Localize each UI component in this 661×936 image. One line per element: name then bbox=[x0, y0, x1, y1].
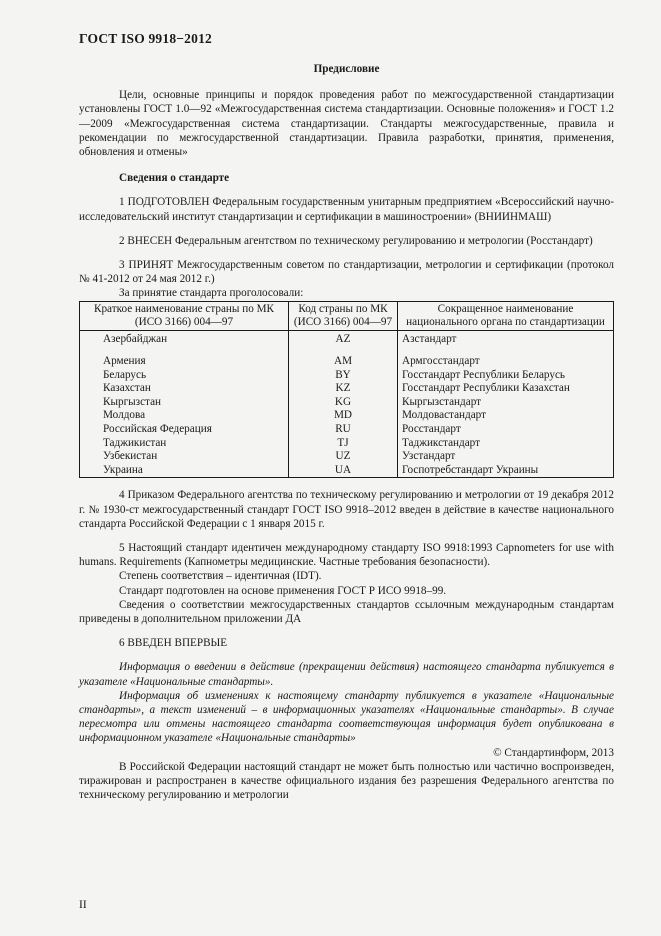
code-cell: UZ bbox=[289, 450, 398, 464]
body-cell: Таджикстандарт bbox=[398, 437, 614, 451]
code-cell: AM bbox=[289, 355, 398, 369]
body-cell: Узстандарт bbox=[398, 450, 614, 464]
document-header-code: ГОСТ ISO 9918−2012 bbox=[79, 31, 212, 46]
foreword-text: Цели, основные принципы и порядок проведения работ по межгосударственной стандартизации установлены ГОСТ 1.0—92 «Межгосударственная система стандартизации. Основные положения» и ГОСТ 1.2—2009 «Межгосударственная система стандартизации. Стандарты межгосударственные, правила и рекомендации по межгосударственной стандартизации. Правила разработки, принятия, применения, обновления и отмены» bbox=[79, 89, 614, 159]
item-prepared: 1 ПОДГОТОВЛЕН Федеральным государственным унитарным предприятием «Всероссийский научно-исследовательский институт стандартизации и сертификации в машиностроении» (ВНИИНМАШ) bbox=[79, 196, 614, 223]
table-row bbox=[80, 369, 614, 383]
code-cell: TJ bbox=[289, 437, 398, 451]
country-cell: Казахстан bbox=[80, 382, 289, 396]
foreword-title: Предисловие bbox=[313, 63, 380, 75]
notice-changes: Информация об изменениях к настоящему стандарту публикуется в указателе «Национальные стандарты», а текст изменений – в информационных указателях «Национальные стандарты». В случае пересмотра или отмены настоящего стандарта соответствующая информация будет опубликована в информационном указателе «Национальные стандарты» bbox=[79, 689, 614, 745]
item-basis: Стандарт подготовлен на основе применения ГОСТ Р ИСО 9918–99. bbox=[119, 584, 447, 597]
table-row bbox=[80, 331, 614, 355]
table-row bbox=[80, 382, 614, 396]
table-row bbox=[80, 396, 614, 410]
table-row bbox=[80, 409, 614, 423]
reproduction-notice: В Российской Федерации настоящий стандарт не может быть полностью или частично воспроизведен, тиражирован и распространен в качестве официального издания без разрешения Федерального агентства по техническому регулированию и метрологии bbox=[79, 760, 614, 802]
item-identical: 5 Настоящий стандарт идентичен международному стандарту ISO 9918:1993 Capnometers for use with humans. Requirements (Капнометры медицинские. Частные требования безопасности). bbox=[79, 542, 614, 569]
voting-countries-table bbox=[79, 301, 614, 479]
item-references: Сведения о соответствии межгосударственных стандартов ссылочным международным стандартам приведены в дополнительном приложении ДА bbox=[79, 598, 614, 626]
item-first-introduced: 6 ВВЕДЕН ВПЕРВЫЕ bbox=[119, 637, 228, 650]
copyright: © Стандартинформ, 2013 bbox=[493, 746, 614, 759]
body-cell: Госстандарт Республики Беларусь bbox=[398, 369, 614, 383]
country-cell: Беларусь bbox=[80, 369, 289, 383]
page-number: II bbox=[79, 899, 87, 911]
country-cell: Азербайджан bbox=[80, 331, 289, 355]
table-row bbox=[80, 464, 614, 478]
table-row bbox=[80, 450, 614, 464]
item-order: 4 Приказом Федерального агентства по техническому регулированию и метрологии от 19 декабря 2012 г. № 1930-ст межгосударственный стандарт ГОСТ ISO 9918–2012 введен в действие в качестве национального стандарта Российской Федерации с 1 января 2015 г. bbox=[79, 489, 614, 530]
table-row bbox=[80, 423, 614, 437]
vote-intro: За принятие стандарта проголосовали: bbox=[119, 287, 304, 300]
code-cell: KG bbox=[289, 396, 398, 410]
country-cell: Молдова bbox=[80, 409, 289, 423]
item-submitted: 2 ВНЕСЕН Федеральным агентством по техническому регулированию и метрологии (Росстандарт) bbox=[119, 234, 593, 247]
item-adopted: 3 ПРИНЯТ Межгосударственным советом по стандартизации, метрологии и сертификации (протокол № 41-2012 от 24 мая 2012 г.) bbox=[79, 259, 614, 286]
body-cell: Госпотребстандарт Украины bbox=[398, 464, 614, 478]
country-cell: Узбекистан bbox=[80, 450, 289, 464]
code-cell: MD bbox=[289, 409, 398, 423]
body-cell: Азстандарт bbox=[398, 331, 614, 355]
body-cell: Росстандарт bbox=[398, 423, 614, 437]
code-cell: AZ bbox=[289, 331, 398, 355]
code-cell: UA bbox=[289, 464, 398, 478]
body-cell: Армгосстандарт bbox=[398, 355, 614, 369]
item-degree: Степень соответствия – идентичная (IDT). bbox=[119, 570, 322, 583]
country-cell: Армения bbox=[80, 355, 289, 369]
country-cell: Таджикистан bbox=[80, 437, 289, 451]
standard-info-title: Сведения о стандарте bbox=[119, 172, 230, 185]
code-cell: BY bbox=[289, 369, 398, 383]
notice-publication: Информация о введении в действие (прекращении действия) настоящего стандарта публикуется в указателе «Национальные стандарты». bbox=[79, 661, 614, 688]
body-cell: Кыргызстандарт bbox=[398, 396, 614, 410]
table-row bbox=[80, 355, 614, 369]
col-header-code: Код страны по МК (ИСО 3166) 004—97 bbox=[289, 301, 398, 331]
body-cell: Молдовастандарт bbox=[398, 409, 614, 423]
country-cell: Украина bbox=[80, 464, 289, 478]
document-content bbox=[79, 62, 614, 802]
table-row bbox=[80, 437, 614, 451]
table-header-row bbox=[80, 301, 614, 331]
code-cell: KZ bbox=[289, 382, 398, 396]
col-header-body: Сокращенное наименование национального органа по стандартизации bbox=[398, 301, 614, 331]
body-cell: Госстандарт Республики Казахстан bbox=[398, 382, 614, 396]
country-cell: Кыргызстан bbox=[80, 396, 289, 410]
col-header-country: Краткое наименование страны по МК (ИСО 3166) 004—97 bbox=[80, 301, 289, 331]
country-cell: Российская Федерация bbox=[80, 423, 289, 437]
code-cell: RU bbox=[289, 423, 398, 437]
